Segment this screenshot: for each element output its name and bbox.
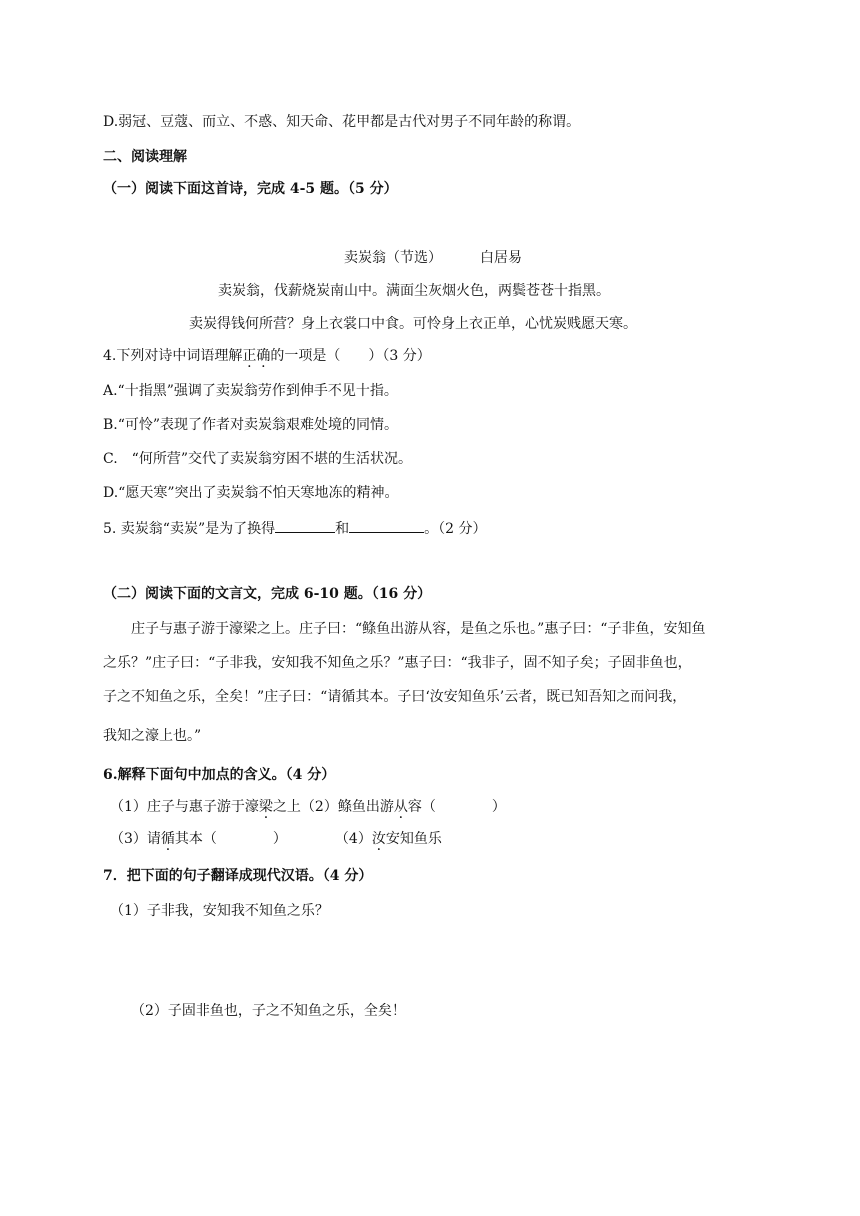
poem-title: 卖炭翁（节选） (344, 250, 442, 266)
q7-item-1: （1）子非我，安知我不知鱼之乐？ (110, 903, 329, 919)
q6-item2-dotted-char: 从 (393, 799, 408, 815)
q6-item1-dotted-char: 梁 (258, 799, 273, 815)
section2-heading: 二、阅读理解 (103, 149, 187, 165)
q5-blank-2[interactable] (349, 520, 424, 533)
q4-stem-tail: 的一项是（ ）（3 分） (270, 348, 431, 364)
q6-item1-tail: 之上 (272, 799, 301, 815)
q6-row-2 (110, 832, 442, 846)
part2-heading: （二）阅读下面的文言文，完成 6-10 题。（16 分） (103, 586, 432, 602)
q4-stem-text: 4.下列对诗中词语理解 (103, 348, 243, 364)
q6-item2-close: ） (491, 799, 506, 815)
q4-option-c: C. “何所营”交代了卖炭翁穷困不堪的生活状况。 (103, 451, 412, 467)
q7-item-2: （2）子固非鱼也，子之不知鱼之乐，全矣！ (131, 1003, 406, 1019)
q6-item3-tail: 其本（ (174, 831, 217, 847)
q5-text: 5. 卖炭翁“卖炭”是为了换得 (103, 521, 276, 537)
passage-line-2: 之乐？”庄子曰：“子非我，安知我不知鱼之乐？”惠子曰：“我非子，固不知子矣；子固非鱼也， (103, 655, 692, 671)
q7-heading: 7．把下面的句子翻译成现代汉语。（4 分） (103, 868, 373, 884)
poem-author: 白居易 (480, 250, 522, 266)
q6-item4-tail: 安知鱼乐 (385, 831, 442, 847)
q6-item3-text: （3）请 (110, 831, 161, 847)
q4-dotted-char-2: 确 (256, 348, 271, 364)
q5-line (103, 520, 486, 536)
q6-item3-dotted-char: 循 (160, 831, 175, 847)
q6-item4-text: （4） (334, 831, 372, 847)
q6-item2-text: （2）鲦鱼出游 (300, 799, 394, 815)
passage-line-1: 庄子与惠子游于濠梁之上。庄子曰：“鲦鱼出游从容，是鱼之乐也。”惠子曰：“子非鱼，安知鱼 (131, 621, 706, 637)
q4-option-b: B.“可怜”表现了作者对卖炭翁艰难处境的同情。 (103, 417, 399, 433)
poem-line-1: 卖炭翁，伐薪烧炭南山中。满面尘灰烟火色，两鬓苍苍十指黑。 (218, 283, 610, 299)
q4-stem (103, 349, 431, 363)
passage-line-4: 我知之濠上也。” (103, 728, 202, 744)
q5-tail: 。（2 分） (424, 521, 487, 537)
part1-heading: （一）阅读下面这首诗，完成 4-5 题。（5 分） (103, 181, 398, 197)
q4-option-a: A.“十指黑”强调了卖炭翁劳作到伸手不见十指。 (103, 383, 398, 399)
q6-heading: 6.解释下面句中加点的含义。（4 分） (103, 767, 336, 783)
q6-item1-text: （1）庄子与惠子游于濠 (110, 799, 259, 815)
q6-item3-close: ） (272, 831, 287, 847)
q4-option-d: D.“愿天寒”突出了卖炭翁不怕天寒地冻的精神。 (103, 485, 399, 501)
q4-dotted-char-1: 正 (242, 348, 257, 364)
q3-option-d: D.弱冠、豆蔻、而立、不惑、知天命、花甲都是古代对男子不同年龄的称谓。 (103, 114, 581, 130)
q5-connector: 和 (335, 521, 350, 537)
poem-line-2: 卖炭得钱何所营？身上衣裳口中食。可怜身上衣正单，心忧炭贱愿天寒。 (189, 316, 637, 332)
poem-title-line (344, 251, 522, 265)
passage-line-3: 子之不知鱼之乐，全矣！”庄子曰：“请循其本。子曰‘汝安知鱼乐’云者，既已知吾知之而问我， (103, 689, 687, 705)
q6-row-1 (110, 800, 506, 814)
q6-item4-dotted-char: 汝 (371, 831, 386, 847)
q5-blank-1[interactable] (275, 520, 335, 533)
q6-item2-tail: 容（ (407, 799, 436, 815)
